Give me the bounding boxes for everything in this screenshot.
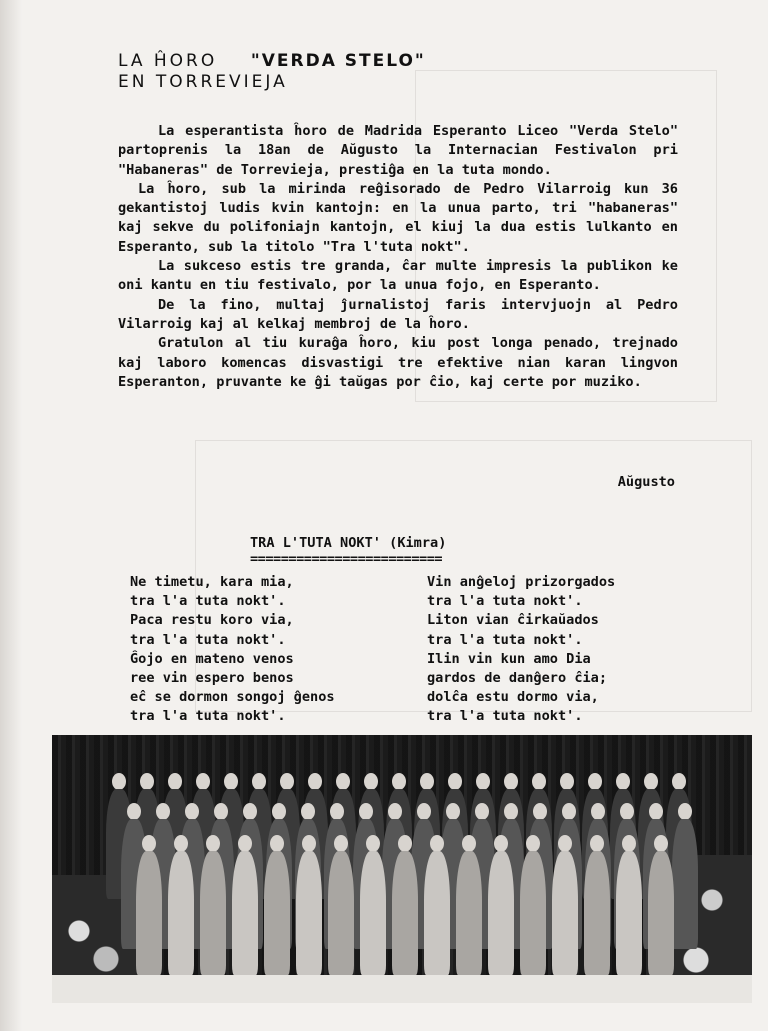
poem-line: ree vin espero benos — [130, 670, 294, 687]
singer-head — [504, 773, 518, 790]
singer-head — [206, 835, 220, 852]
singer-body — [392, 851, 418, 975]
singer-head — [127, 803, 141, 820]
poem-line: tra l'a tuta nokt'. — [130, 708, 286, 725]
singer-body — [136, 851, 162, 975]
poem-line: tra l'a tuta nokt'. — [130, 631, 286, 648]
singer-head — [430, 835, 444, 852]
singer-head — [330, 803, 344, 820]
stage-floor — [52, 975, 752, 1003]
singer-head — [591, 803, 605, 820]
article-paragraph: Gratulon al tiu kuraĝa ĥoro, kiu post longa penado, trejnado kaj laboro komencas disvastigi tre efektive nian karan lingvon Esperanton, pruvante ke ĝi taŭgas por ĉio, kaj certe por muziko. — [118, 335, 678, 390]
singer-head — [364, 773, 378, 790]
poem-left-stanza — [130, 573, 410, 727]
singer-head — [558, 835, 572, 852]
title-choir-name: "VERDA STELO" — [250, 51, 426, 72]
article-paragraph: La esperantista ĥoro de Madrida Esperanto Liceo "Verda Stelo" partoprenis la 18an de Aŭgusto la Internacian Festivalon pri "Habaneras" de Torrevieja, prestiĝa en la tuta mondo. — [118, 123, 678, 178]
singer-head — [214, 803, 228, 820]
singer-head — [417, 803, 431, 820]
singer-head — [185, 803, 199, 820]
singer-head — [366, 835, 380, 852]
singer-head — [504, 803, 518, 820]
singer-head — [168, 773, 182, 790]
singer-head — [301, 803, 315, 820]
author-signature: Aŭgusto — [617, 474, 675, 490]
singer-head — [526, 835, 540, 852]
singer-head — [142, 835, 156, 852]
singer-body — [584, 851, 610, 975]
singer-head — [622, 835, 636, 852]
singer-body — [232, 851, 258, 975]
singer-body — [360, 851, 386, 975]
singer-body — [168, 851, 194, 975]
singer-head — [112, 773, 126, 790]
singer-body — [488, 851, 514, 975]
article-paragraph: De la fino, multaj ĵurnalistoj faris intervjuojn al Pedro Vilarroig kaj al kelkaj membroj de la ĥoro. — [118, 296, 678, 332]
singer-head — [590, 835, 604, 852]
singer-head — [649, 803, 663, 820]
singer-head — [252, 773, 266, 790]
singer-head — [156, 803, 170, 820]
singer-body — [672, 819, 698, 949]
article-paragraph: La sukceso estis tre granda, ĉar multe impresis la publikon ke oni kantu en tiu festivalo, por la unua fojo, en Esperanto. — [118, 258, 678, 294]
poem-line: Paca restu koro via, — [130, 612, 294, 629]
singer-body — [520, 851, 546, 975]
singer-head — [280, 773, 294, 790]
singer-body — [296, 851, 322, 975]
singer-head — [562, 803, 576, 820]
poem-line: tra l'a tuta nokt'. — [130, 593, 286, 610]
singer-head — [462, 835, 476, 852]
singer-head — [475, 803, 489, 820]
singer-head — [308, 773, 322, 790]
singer-head — [224, 773, 238, 790]
singer-head — [678, 803, 692, 820]
poem-title-underline: ========================= — [250, 551, 443, 567]
singer-head — [560, 773, 574, 790]
poem-right-stanza — [427, 573, 707, 727]
singer-body — [424, 851, 450, 975]
poem-line: dolĉa estu dormo via, — [427, 689, 599, 706]
singer-body — [648, 851, 674, 975]
singer-head — [620, 803, 634, 820]
singer-head — [270, 835, 284, 852]
poem-line: eĉ se dormon songoj ĝenos — [130, 689, 335, 706]
singer-head — [494, 835, 508, 852]
singer-head — [644, 773, 658, 790]
singer-head — [654, 835, 668, 852]
singer-head — [243, 803, 257, 820]
poem-line: tra l'a tuta nokt'. — [427, 631, 583, 648]
title-prefix: LA ĤORO — [118, 51, 218, 72]
poem-title: TRA L'TUTA NOKT' (Kimra) — [250, 535, 447, 551]
singer-head — [302, 835, 316, 852]
singer-head — [388, 803, 402, 820]
singer-head — [616, 773, 630, 790]
page-edge-shadow — [0, 0, 22, 1031]
title-location: EN TORREVIEJA — [118, 72, 288, 93]
singer-body — [616, 851, 642, 975]
singer-head — [334, 835, 348, 852]
singer-head — [392, 773, 406, 790]
poem-line: gardos de danĝero ĉia; — [427, 670, 608, 687]
singer-head — [448, 773, 462, 790]
article-title — [118, 51, 638, 93]
singer-head — [398, 835, 412, 852]
singer-head — [359, 803, 373, 820]
poem-line: Ne timetu, kara mia, — [130, 574, 294, 590]
singer-head — [174, 835, 188, 852]
singer-body — [200, 851, 226, 975]
singer-body — [456, 851, 482, 975]
singer-head — [672, 773, 686, 790]
singer-head — [532, 773, 546, 790]
singer-head — [196, 773, 210, 790]
article-body — [118, 122, 678, 392]
singer-head — [476, 773, 490, 790]
singer-head — [588, 773, 602, 790]
singer-head — [336, 773, 350, 790]
singer-head — [140, 773, 154, 790]
poem-line: Ĝojo en mateno venos — [130, 650, 294, 667]
singer-body — [328, 851, 354, 975]
poem-line: tra l'a tuta nokt'. — [427, 593, 583, 610]
poem-line: Liton vian ĉirkaŭados — [427, 612, 599, 629]
singer-body — [264, 851, 290, 975]
choir-photo — [52, 735, 752, 1003]
poem-line: Ilin vin kun amo Dia — [427, 650, 591, 667]
singer-head — [238, 835, 252, 852]
singer-head — [420, 773, 434, 790]
singer-body — [552, 851, 578, 975]
singer-head — [446, 803, 460, 820]
singer-head — [533, 803, 547, 820]
poem-line: tra l'a tuta nokt'. — [427, 708, 583, 725]
article-paragraph: La ĥoro, sub la mirinda reĝisorado de Pedro Vilarroig kun 36 gekantistoj ludis kvin kantojn: en la unua parto, tri "habaneras" kaj sekve du polifoniajn kantojn, el kiuj la dua estis lulkanto en Esperanto, sub la titolo "Tra l'tuta nokt". — [118, 180, 678, 255]
singer-head — [272, 803, 286, 820]
poem-line: Vin anĝeloj prizorgados — [427, 574, 616, 590]
